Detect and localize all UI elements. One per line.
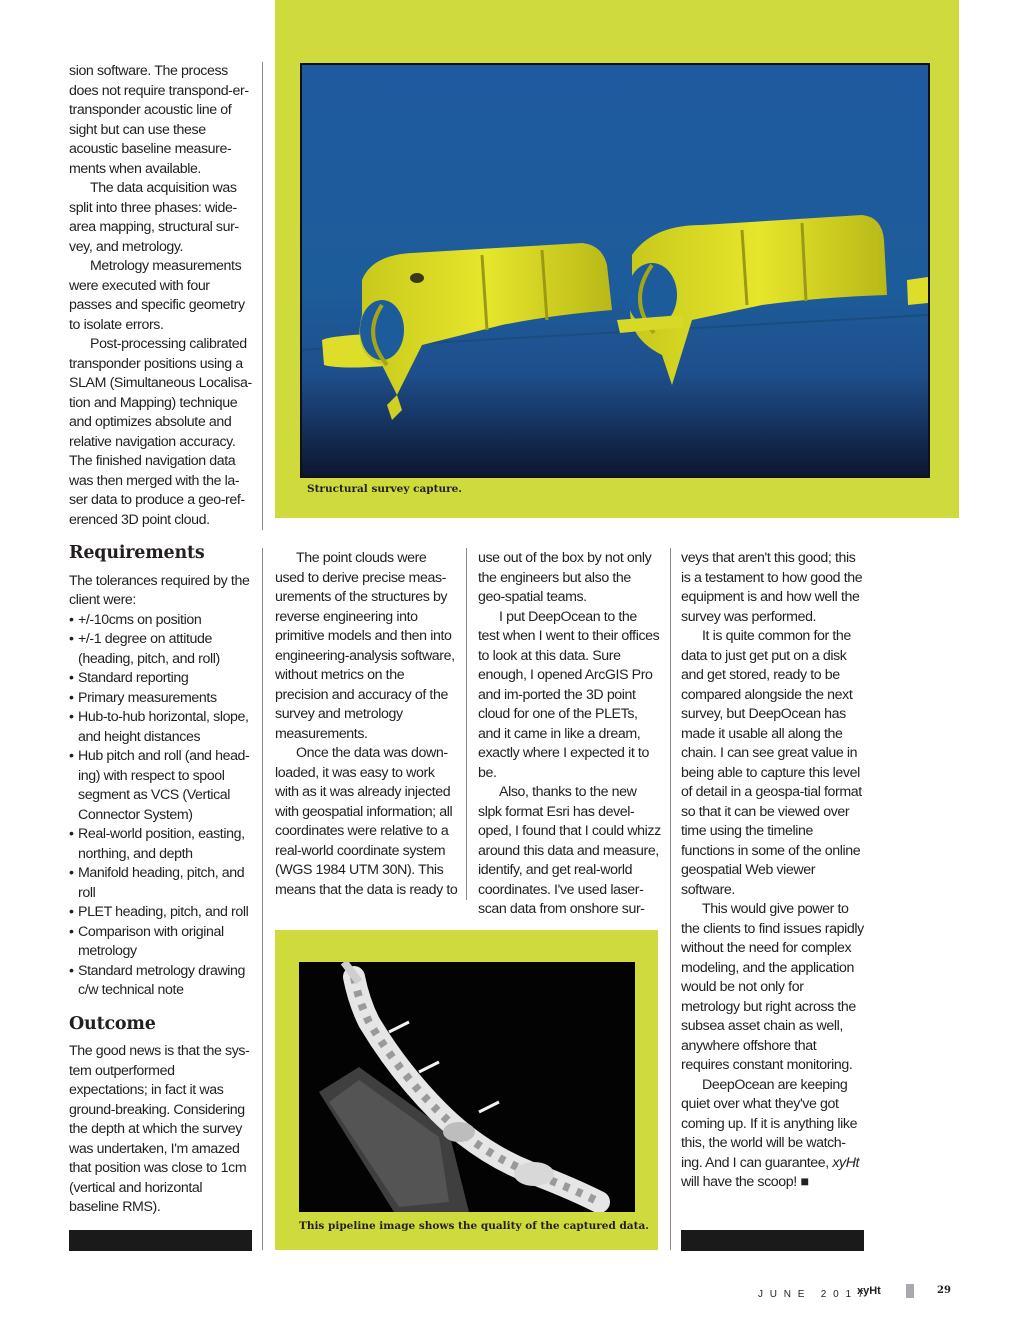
col1-paragraph: The data acquisition was split into three phases: wide-area mapping, structural sur-vey, and metrology. — [69, 180, 239, 255]
list-item: • +/-1 degree on attitude (heading, pitch, and roll) — [69, 630, 255, 669]
footer-date: J U N E 2 0 1 7 — [758, 1289, 866, 1300]
outcome-paragraph: The good news is that the sys-tem outperformed expectations; in fact it was ground-breaking. Considering the depth at which the survey was undertaken, I'm amazed that position was close to 1cm (vertical and horizontal baseline RMS). — [69, 1043, 250, 1215]
col1-paragraph: Metrology measurements were executed with four passes and specific geometry to isolate errors. — [69, 258, 245, 333]
col4-paragraph: This would give power to the clients to find issues rapidly without the need for complex modeling, and the application would be not only for metrology but right across the subsea asset chain as well, anywhere offshore that requires constant monitoring. — [681, 901, 864, 1073]
list-item: • +/-10cms on position — [69, 611, 255, 631]
magazine-name-italic: xyHt — [832, 1154, 860, 1171]
col3-paragraph: Also, thanks to the new slpk format Esri has devel-oped, I found that I could whizz around this data and measure, identify, and get real-world coordinates. I've used laser-scan data from onshore sur- — [478, 784, 661, 917]
point-cloud-pipeline-icon — [299, 962, 635, 1212]
bottom-figure-image — [299, 962, 635, 1212]
column-divider — [262, 548, 263, 1250]
footer-page-number: 29 — [937, 1285, 951, 1296]
col2-paragraph: The point clouds were used to derive precise meas-urements of the structures by reverse engineering into primitive models and then into engineering-analysis software, without metrics on the precision and accuracy of the survey and metrology measurements. — [275, 550, 455, 742]
top-figure-caption: Structural survey capture. — [307, 483, 462, 495]
point-cloud-structures-icon — [302, 65, 928, 476]
column-divider — [466, 548, 467, 900]
list-item: • PLET heading, pitch, and roll — [69, 903, 255, 923]
bottom-figure-caption: This pipeline image shows the quality of the captured data. — [299, 1220, 649, 1232]
col4-paragraph: It is quite common for the data to just get put on a disk and get stored, ready to be compared alongside the next survey, but DeepOcean has made it usable all along the chain. I can see great value in being able to capture this level of detail in a geospa-tial format so that it can be viewed over time using the timeline functions in some of the online geospatial Web viewer software. — [681, 628, 862, 898]
col4-paragraph: veys that aren't this good; this is a testament to how good the equipment is and how well the survey was performed. — [681, 550, 863, 625]
list-item: • Real-world position, easting, northing, and depth — [69, 825, 255, 864]
column-1 — [69, 62, 255, 1218]
column-3 — [478, 549, 661, 920]
col4-last-text-end: will have the scoop! — [681, 1174, 801, 1190]
col4-paragraph — [681, 1076, 865, 1193]
col1-paragraph: Post-processing calibrated transponder positions using a SLAM (Simultaneous Localisa-tion and Mapping) technique and optimizes absolute and relative navigation accuracy. The finished navigation data was then merged with the la-ser data to produce a geo-ref-erenced 3D point cloud. — [69, 336, 252, 528]
footer-magazine: xyHt — [857, 1285, 881, 1297]
list-item: • Hub pitch and roll (and head-ing) with respect to spool segment as VCS (Vertical Connector System) — [69, 747, 255, 825]
footer-gray-block — [906, 1284, 914, 1298]
requirements-intro: The tolerances required by the client were: — [69, 572, 250, 608]
column-1-footer-bar — [69, 1230, 252, 1251]
list-item: • Standard reporting — [69, 669, 255, 689]
list-item: • Manifold heading, pitch, and roll — [69, 864, 255, 903]
outcome-heading: Outcome — [69, 1013, 156, 1034]
column-4-footer-bar — [681, 1230, 864, 1251]
column-4 — [681, 549, 865, 1193]
col3-paragraph: use out of the box by not only the engineers but also the geo-spatial teams. — [478, 550, 652, 605]
top-figure-image — [300, 63, 930, 478]
col4-last-text: DeepOcean are keeping quiet over what they've got coming up. If it is anything like this, the world will be watch-ing. And I can guarantee, — [681, 1076, 858, 1171]
list-item: • Primary measurements — [69, 689, 255, 709]
end-mark-icon: ■ — [800, 1174, 809, 1190]
col2-paragraph: Once the data was down-loaded, it was easy to work with as it was already injected with geospatial information; all coordinates were relative to a real-world coordinate system (WGS 1984 UTM 30N). This means that the data is ready to — [275, 745, 458, 898]
list-item: • Standard metrology drawing c/w technical note — [69, 962, 255, 1001]
col3-paragraph: I put DeepOcean to the test when I went to their offices to look at this data. Sure enough, I opened ArcGIS Pro and im-ported the 3D point cloud for one of the PLETs, and it came in like a dream, exactly where I expected it to be. — [478, 608, 660, 781]
column-2 — [275, 549, 458, 900]
column-divider — [670, 548, 671, 1250]
list-item: • Comparison with original metrology — [69, 923, 255, 962]
column-divider — [262, 62, 263, 530]
requirements-heading: Requirements — [69, 543, 205, 563]
col1-paragraph: sion software. The process does not require transpond-er-transponder acoustic line of sight but can use these acoustic baseline measure-ments when available. — [69, 63, 249, 177]
list-item: • Hub-to-hub horizontal, slope, and height distances — [69, 708, 255, 747]
requirements-list — [69, 611, 255, 1001]
